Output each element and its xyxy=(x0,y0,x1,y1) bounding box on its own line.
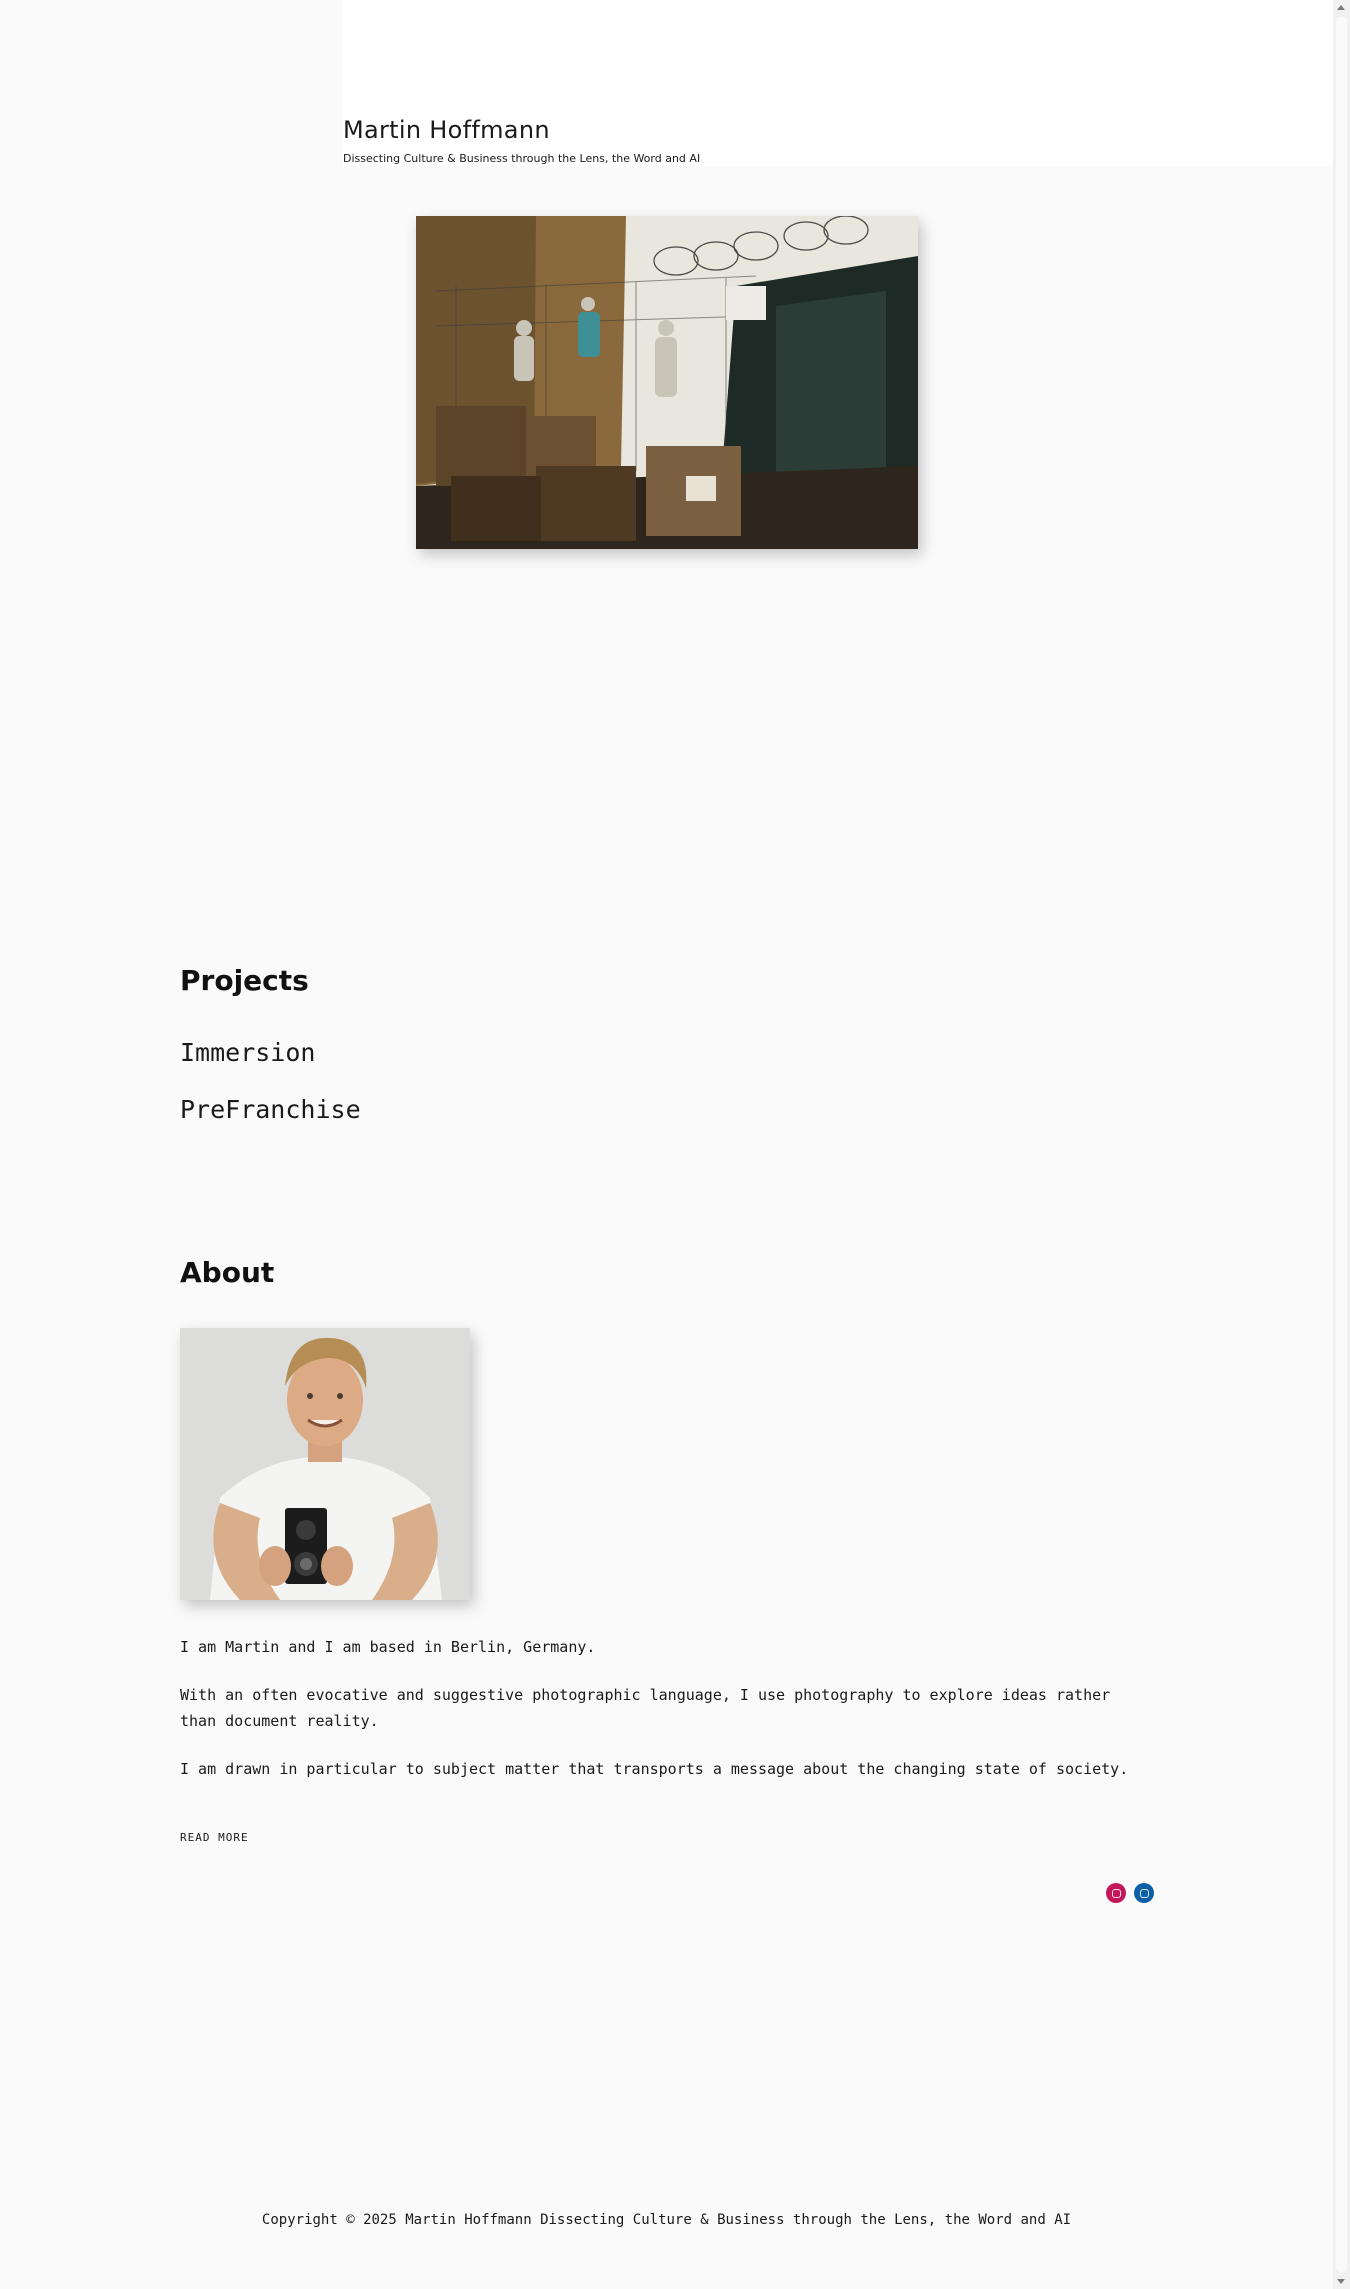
project-link-prefranchise[interactable]: PreFranchise xyxy=(180,1095,361,1124)
linkedin-icon[interactable] xyxy=(1134,1883,1154,1903)
about-paragraph: With an often evocative and suggestive photographic language, I use photography to explore ideas rather than document reality. xyxy=(180,1686,1111,1730)
portrait-image xyxy=(180,1328,470,1600)
site-tagline: Dissecting Culture & Business through the Lens, the Word and AI xyxy=(343,152,701,165)
hero-image[interactable] xyxy=(416,216,918,549)
page-scrollbar[interactable] xyxy=(1333,0,1350,2289)
project-link-immersion[interactable]: Immersion xyxy=(180,1038,316,1067)
about-paragraph: I am Martin and I am based in Berlin, Germany. xyxy=(180,1638,596,1656)
scroll-up-icon[interactable] xyxy=(1337,5,1345,10)
read-more-link[interactable]: READ MORE xyxy=(180,1831,249,1844)
site-title[interactable]: Martin Hoffmann xyxy=(343,116,550,144)
portrait-photo-man-with-camera xyxy=(180,1328,470,1600)
instagram-icon[interactable] xyxy=(1106,1883,1126,1903)
about-paragraph: I am drawn in particular to subject matter that transports a message about the changing state of society. xyxy=(180,1760,1129,1778)
scroll-down-icon[interactable] xyxy=(1337,2279,1345,2284)
street-scene-mannequins-photo xyxy=(416,216,918,549)
projects-heading: Projects xyxy=(180,964,309,997)
footer-copyright: Copyright © 2025 Martin Hoffmann Dissecting Culture & Business through the Lens, the Word and AI xyxy=(261,2212,1072,2228)
about-heading: About xyxy=(180,1256,275,1289)
scroll-thumb[interactable] xyxy=(1336,17,1347,2272)
